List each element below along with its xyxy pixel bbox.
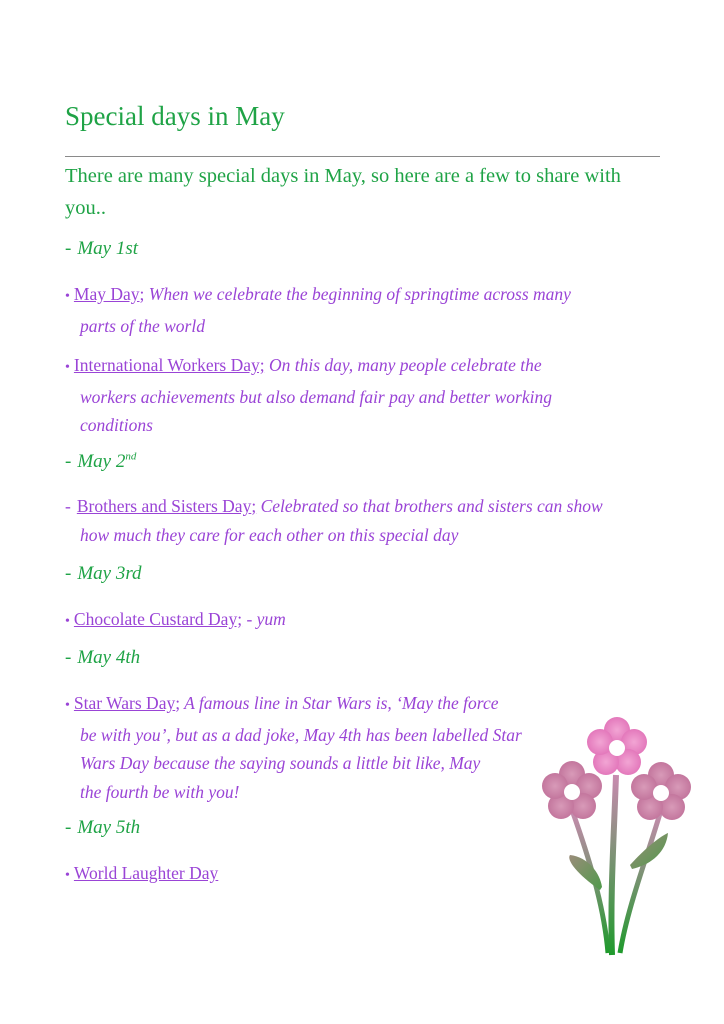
heading-superscript: nd	[125, 450, 137, 463]
leaf-left	[569, 855, 602, 890]
item-name-link[interactable]: International Workers Day;	[73, 355, 265, 375]
item-description-cont: be with you’, but as a dad joke, May 4th has been labelled Star	[80, 724, 522, 745]
item-star-wars-day	[65, 689, 522, 806]
item-separator: ;	[139, 284, 145, 304]
heading-may-3rd	[65, 563, 142, 585]
bullet-icon: •	[65, 360, 70, 375]
item-brothers-sisters-day	[65, 492, 603, 549]
flower-top	[587, 717, 647, 775]
flower-bouquet-icon	[538, 715, 698, 960]
item-world-laughter-day	[65, 859, 218, 891]
bullet-dash: -	[65, 496, 71, 516]
heading-may-4th	[65, 647, 140, 669]
item-name-link[interactable]: May Day	[73, 284, 140, 304]
item-separator: -	[242, 609, 257, 629]
flower-right	[631, 762, 691, 820]
item-description: Celebrated so that brothers and sisters can show	[256, 496, 603, 516]
item-description: yum	[256, 609, 286, 629]
heading-dash: -	[65, 563, 72, 584]
heading-dash: -	[65, 238, 72, 259]
item-description: On this day, many people celebrate the	[264, 355, 542, 375]
item-description-cont: workers achievements but also demand fair pay and better working	[80, 386, 552, 407]
heading-dash: -	[65, 451, 72, 472]
item-separator: ;	[251, 496, 257, 516]
item-separator: ;	[175, 693, 181, 713]
item-description: When we celebrate the beginning of springtime across many	[144, 284, 571, 304]
stem-right	[620, 810, 661, 953]
bullet-icon: •	[65, 698, 70, 713]
bullet-icon: •	[65, 868, 70, 883]
heading-text: May 4th	[77, 647, 141, 668]
title-divider	[65, 156, 660, 157]
intro-paragraph: There are many special days in May, so here are a few to share with you..	[65, 165, 621, 219]
heading-text: May 2	[77, 451, 126, 472]
page-title: Special days in May	[65, 101, 285, 131]
item-name-link[interactable]: Brothers and Sisters Day	[76, 496, 252, 516]
leaf-right	[630, 833, 668, 869]
item-description-cont: parts of the world	[80, 315, 205, 336]
heading-dash: -	[65, 647, 72, 668]
item-name-link[interactable]: Chocolate Custard Day;	[73, 609, 243, 629]
item-chocolate-custard-day	[65, 605, 286, 637]
heading-may-1st	[65, 238, 138, 260]
item-international-workers-day	[65, 351, 552, 440]
heading-text: May 5th	[77, 817, 141, 838]
flower-left	[542, 761, 602, 819]
item-name-link[interactable]: World Laughter Day	[73, 863, 219, 883]
heading-text: May 1st	[77, 238, 139, 259]
item-description-cont: how much they care for each other on this special day	[80, 524, 459, 545]
item-description-cont: Wars Day because the saying sounds a little bit like, May	[80, 753, 481, 773]
bullet-icon: •	[65, 289, 70, 304]
bullet-icon: •	[65, 614, 70, 629]
stem-center	[611, 775, 616, 955]
heading-may-5th	[65, 817, 140, 839]
item-description-cont: conditions	[80, 415, 153, 435]
item-name-link[interactable]: Star Wars Day	[73, 693, 176, 713]
heading-may-2nd	[65, 451, 136, 473]
heading-dash: -	[65, 817, 72, 838]
item-description: A famous line in Star Wars is, ‘May the force	[180, 693, 499, 713]
item-may-day	[65, 280, 571, 340]
item-description-cont: the fourth be with you!	[80, 781, 240, 802]
heading-text: May 3rd	[77, 563, 142, 584]
